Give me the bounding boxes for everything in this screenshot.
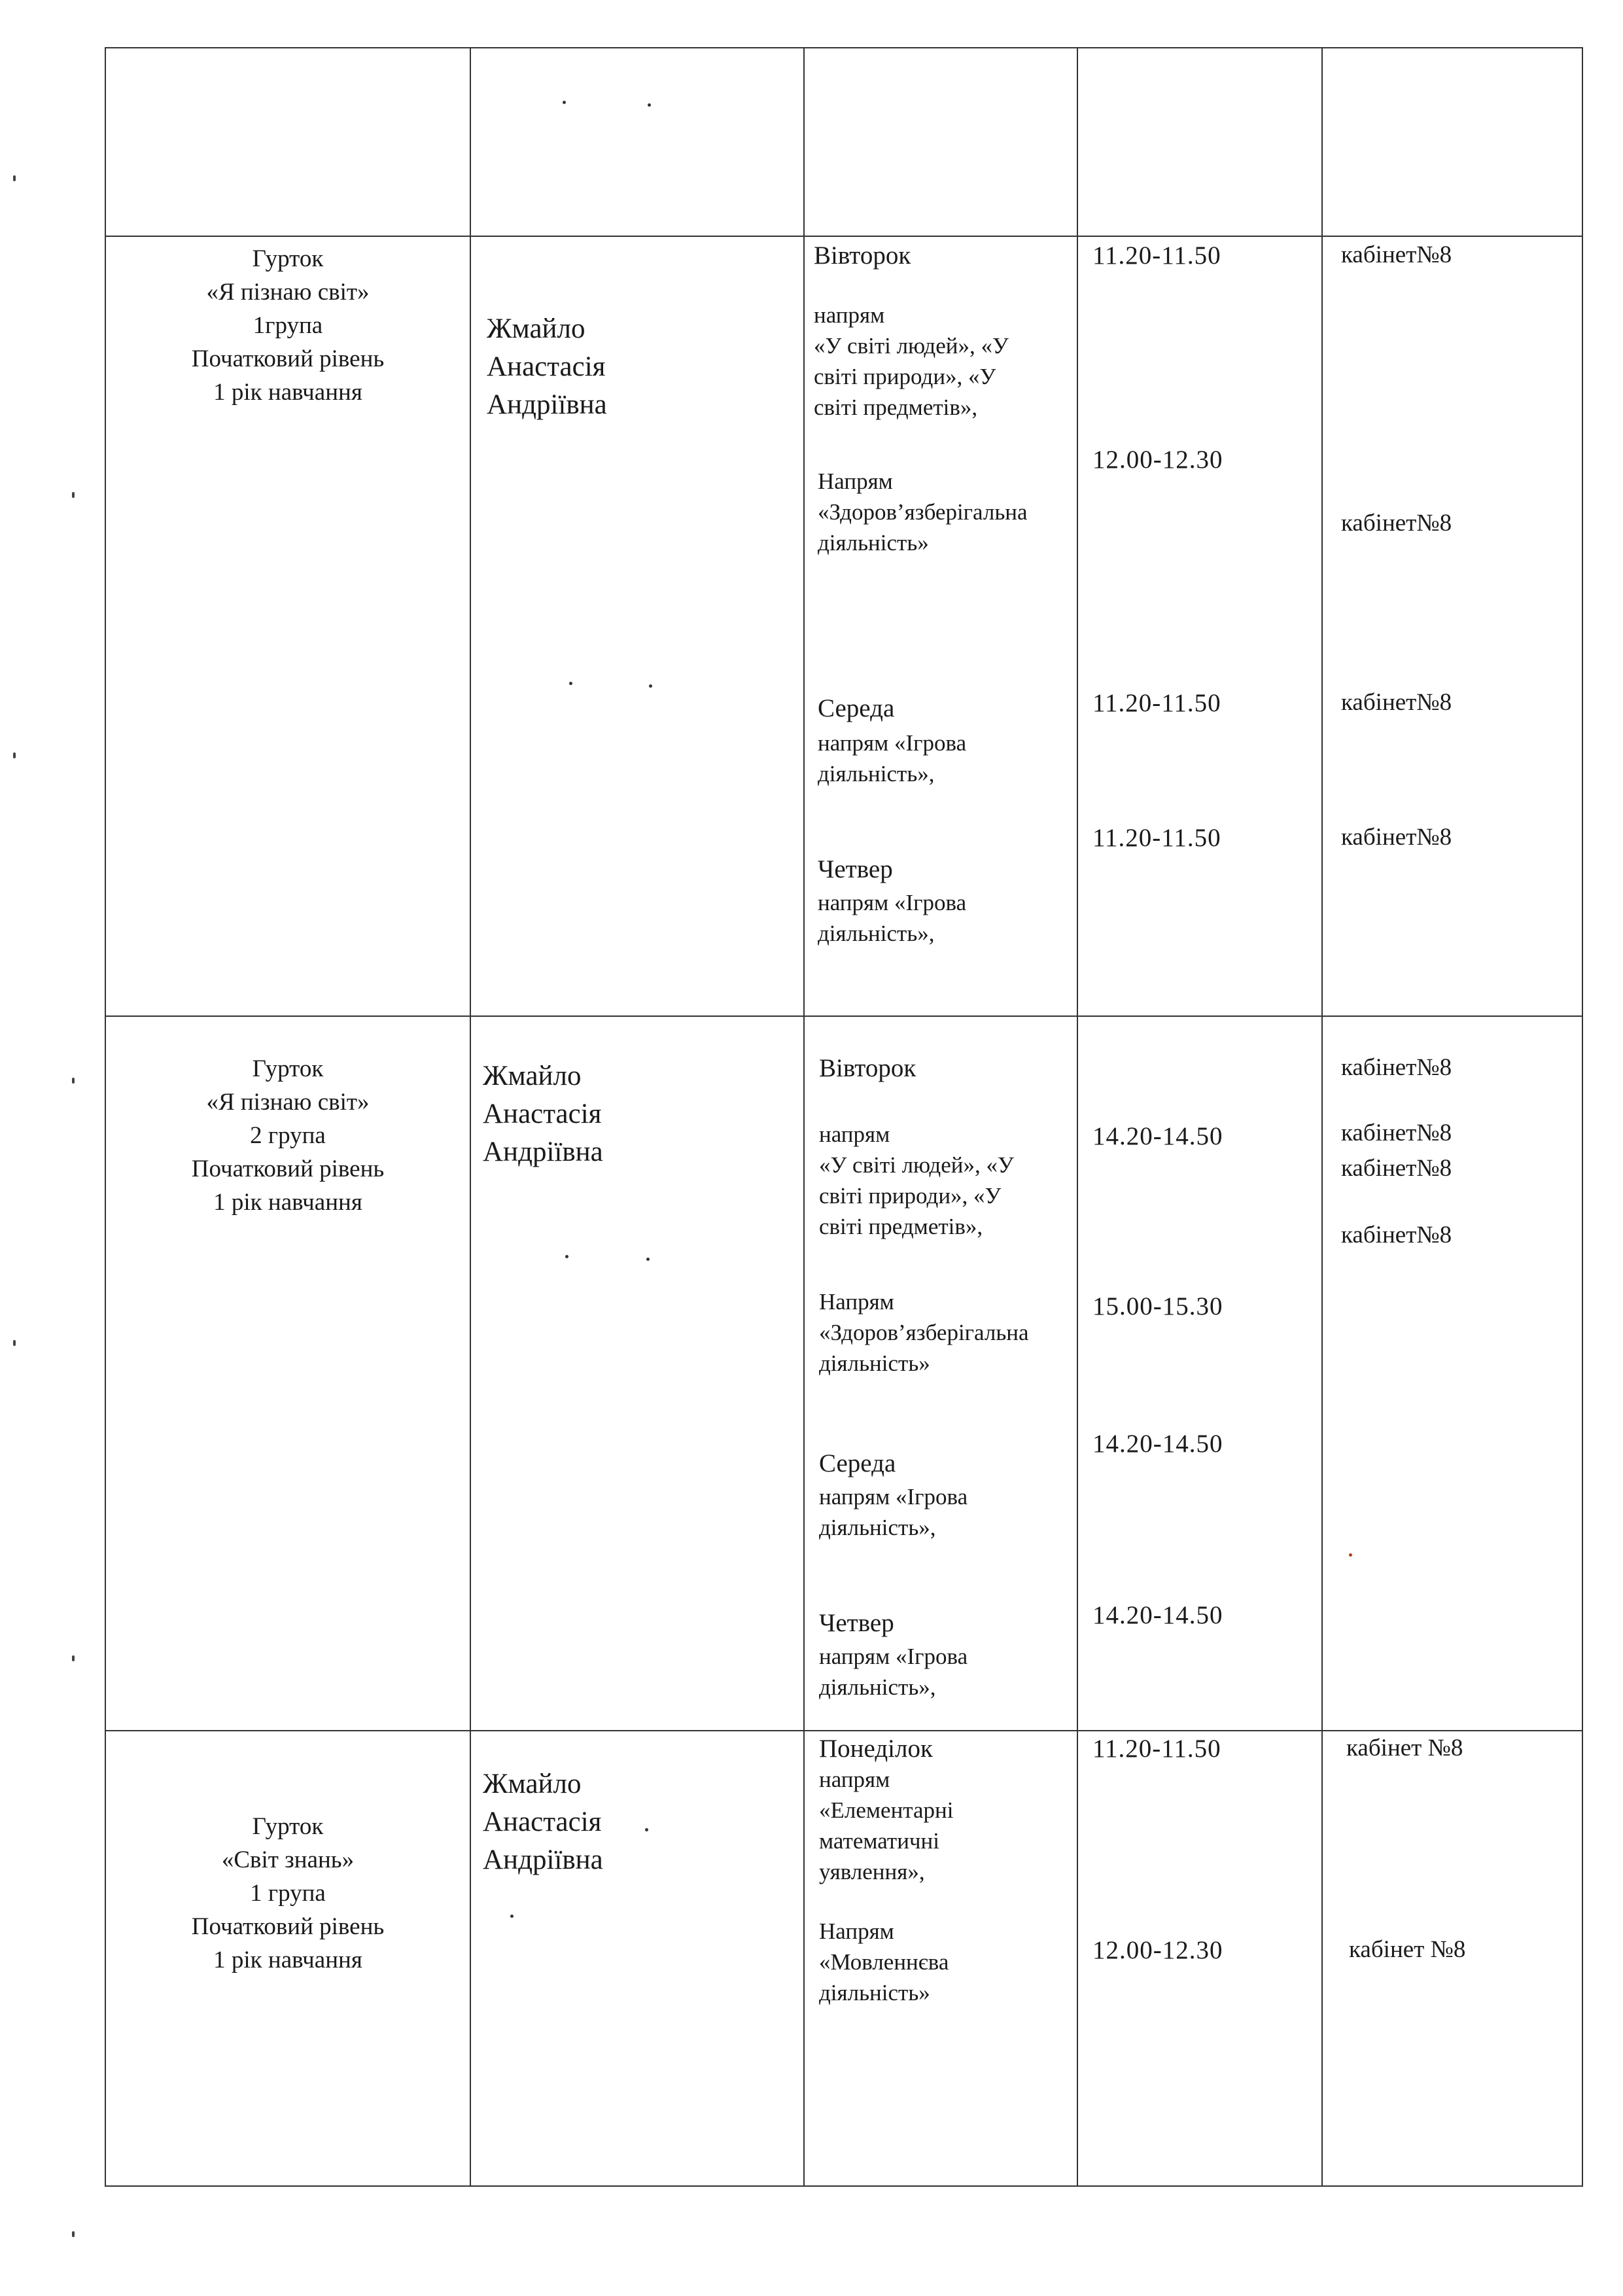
day-label: Середа <box>818 694 895 722</box>
group-line: 1 рік навчання <box>213 1947 362 1973</box>
time-slot: 14.20-14.50 <box>1092 1430 1223 1458</box>
scan-speck <box>1349 1553 1352 1557</box>
time-slot: 12.00-12.30 <box>1092 1936 1223 1964</box>
group-cell <box>105 1016 470 1731</box>
room-cell <box>1322 1016 1582 1731</box>
scan-speck <box>645 1828 648 1831</box>
direction-line: світі природи», «У <box>819 1183 1002 1209</box>
room-cell <box>1322 236 1582 1016</box>
direction-line: діяльність», <box>818 761 935 786</box>
teacher-line: Жмайло <box>487 313 585 344</box>
group-label <box>106 1810 470 1977</box>
day-label: Середа <box>819 1449 896 1477</box>
time-slot: 15.00-15.30 <box>1092 1292 1223 1320</box>
day-label: Четвер <box>818 855 893 883</box>
room-label: кабінет№8 <box>1341 1054 1452 1081</box>
teacher-line: Анастасія <box>483 1807 602 1837</box>
group-line: «Я пізнаю світ» <box>206 1089 370 1116</box>
teacher-line: Андріївна <box>483 1845 603 1875</box>
direction-block <box>818 728 966 789</box>
direction-line: «Здоров’язберігальна <box>818 499 1028 525</box>
direction-line: математичні <box>819 1828 939 1854</box>
direction-block <box>819 1641 968 1703</box>
group-line: 2 група <box>250 1122 326 1149</box>
direction-line: напрям «Ігрова <box>819 1644 968 1669</box>
direction-line: «Здоров’язберігальна <box>819 1320 1029 1345</box>
table-row <box>105 1016 1582 1731</box>
teacher-cell <box>470 1731 804 2186</box>
direction-line: напрям «Ігрова <box>818 730 967 756</box>
scan-speck <box>646 1258 650 1261</box>
room-label: кабінет №8 <box>1349 1936 1466 1963</box>
direction-line: діяльність» <box>819 1980 930 2005</box>
room-label: кабінет№8 <box>1341 1120 1452 1146</box>
direction-block <box>819 1764 954 1887</box>
group-line: 1 рік навчання <box>213 1189 362 1216</box>
teacher-line: Андріївна <box>487 389 607 420</box>
time-cell <box>1077 236 1322 1016</box>
direction-line: Напрям <box>819 1918 894 1944</box>
group-label <box>106 1052 470 1219</box>
scan-speck <box>13 1340 16 1346</box>
time-slot: 11.20-11.50 <box>1092 689 1221 717</box>
table-cell <box>1322 48 1582 236</box>
table-row <box>105 1731 1582 2186</box>
time-slot: 11.20-11.50 <box>1092 824 1221 852</box>
scan-speck <box>72 2231 75 2237</box>
teacher-line: Анастасія <box>487 351 606 382</box>
room-label: кабінет№8 <box>1341 510 1452 537</box>
time-cell <box>1077 1016 1322 1731</box>
direction-line: світі предметів», <box>814 395 978 420</box>
teacher-cell <box>470 1016 804 1731</box>
scan-speck <box>72 492 75 498</box>
direction-line: світі природи», «У <box>814 364 996 389</box>
direction-block <box>818 466 1028 558</box>
direction-line: діяльність» <box>818 530 929 556</box>
time-slot: 14.20-14.50 <box>1092 1122 1223 1150</box>
direction-line: світі предметів», <box>819 1214 983 1239</box>
group-line: «Я пізнаю світ» <box>206 279 370 306</box>
time-slot: 12.00-12.30 <box>1092 446 1223 474</box>
direction-block <box>814 300 1009 423</box>
scan-speck <box>648 103 651 107</box>
time-slot: 14.20-14.50 <box>1092 1601 1223 1629</box>
direction-line: напрям <box>819 1122 890 1147</box>
group-line: Гурток <box>252 245 324 272</box>
time-cell <box>1077 1731 1322 2186</box>
room-label: кабінет №8 <box>1346 1735 1463 1761</box>
direction-line: напрям «Ігрова <box>818 890 967 915</box>
group-line: Початковий рівень <box>191 1156 385 1182</box>
scan-speck <box>569 682 572 685</box>
group-cell <box>105 1731 470 2186</box>
group-line: Початковий рівень <box>191 1913 385 1940</box>
direction-line: діяльність» <box>819 1351 930 1376</box>
schedule-cell <box>804 1731 1077 2186</box>
group-line: 1група <box>253 312 323 339</box>
table-cell <box>804 48 1077 236</box>
direction-line: «У світі людей», «У <box>814 333 1009 359</box>
direction-block <box>819 1481 968 1543</box>
teacher-name <box>483 1765 603 1879</box>
teacher-line: Андріївна <box>483 1137 603 1167</box>
direction-line: діяльність», <box>819 1515 936 1540</box>
scan-speck <box>13 175 16 181</box>
scan-speck <box>565 1255 568 1258</box>
day-label: Вівторок <box>819 1054 916 1082</box>
room-label: кабінет№8 <box>1341 689 1452 716</box>
group-line: 1 рік навчання <box>213 379 362 406</box>
direction-block <box>818 887 966 949</box>
scan-speck <box>649 684 652 688</box>
scan-speck <box>563 101 566 104</box>
day-label: Понеділок <box>819 1735 933 1763</box>
group-label <box>106 242 470 409</box>
room-label: кабінет№8 <box>1341 1155 1452 1182</box>
room-cell <box>1322 1731 1582 2186</box>
direction-line: «У світі людей», «У <box>819 1152 1014 1178</box>
teacher-line: Анастасія <box>483 1099 602 1129</box>
direction-line: напрям «Ігрова <box>819 1484 968 1510</box>
group-line: «Світ знань» <box>221 1846 355 1873</box>
direction-line: Напрям <box>819 1289 894 1315</box>
direction-line: «Мовленнєва <box>819 1949 949 1975</box>
teacher-name <box>483 1057 603 1171</box>
direction-block <box>819 1119 1014 1242</box>
teacher-cell <box>470 236 804 1016</box>
schedule-cell <box>804 1016 1077 1731</box>
table-cell <box>105 48 470 236</box>
schedule-table <box>105 47 1583 2187</box>
table-cell <box>1077 48 1322 236</box>
direction-line: Напрям <box>818 468 893 494</box>
room-label: кабінет№8 <box>1341 824 1452 851</box>
direction-line: напрям <box>814 302 885 328</box>
day-label: Четвер <box>819 1609 894 1637</box>
scan-speck <box>72 1078 75 1084</box>
group-line: Гурток <box>252 1055 324 1082</box>
scan-speck <box>13 752 16 758</box>
direction-block <box>819 1916 949 2008</box>
group-line: 1 група <box>250 1880 326 1907</box>
room-label: кабінет№8 <box>1341 241 1452 268</box>
scan-speck <box>72 1655 75 1661</box>
direction-block <box>819 1286 1029 1379</box>
direction-line: напрям <box>819 1767 890 1792</box>
table-row <box>105 236 1582 1016</box>
group-line: Початковий рівень <box>191 345 385 372</box>
teacher-line: Жмайло <box>483 1769 582 1799</box>
schedule-cell <box>804 236 1077 1016</box>
teacher-line: Жмайло <box>483 1061 582 1091</box>
day-label: Вівторок <box>814 241 911 270</box>
room-label: кабінет№8 <box>1341 1222 1452 1248</box>
time-slot: 11.20-11.50 <box>1092 241 1221 270</box>
table-cell <box>470 48 804 236</box>
group-cell <box>105 236 470 1016</box>
teacher-name <box>487 310 607 424</box>
direction-line: діяльність», <box>819 1674 936 1700</box>
time-slot: 11.20-11.50 <box>1092 1735 1221 1763</box>
direction-line: діяльність», <box>818 921 935 946</box>
scan-speck <box>510 1915 514 1918</box>
direction-line: «Елементарні <box>819 1797 954 1823</box>
table-header-row <box>105 48 1582 236</box>
group-line: Гурток <box>252 1813 324 1840</box>
direction-line: уявлення», <box>819 1859 925 1884</box>
